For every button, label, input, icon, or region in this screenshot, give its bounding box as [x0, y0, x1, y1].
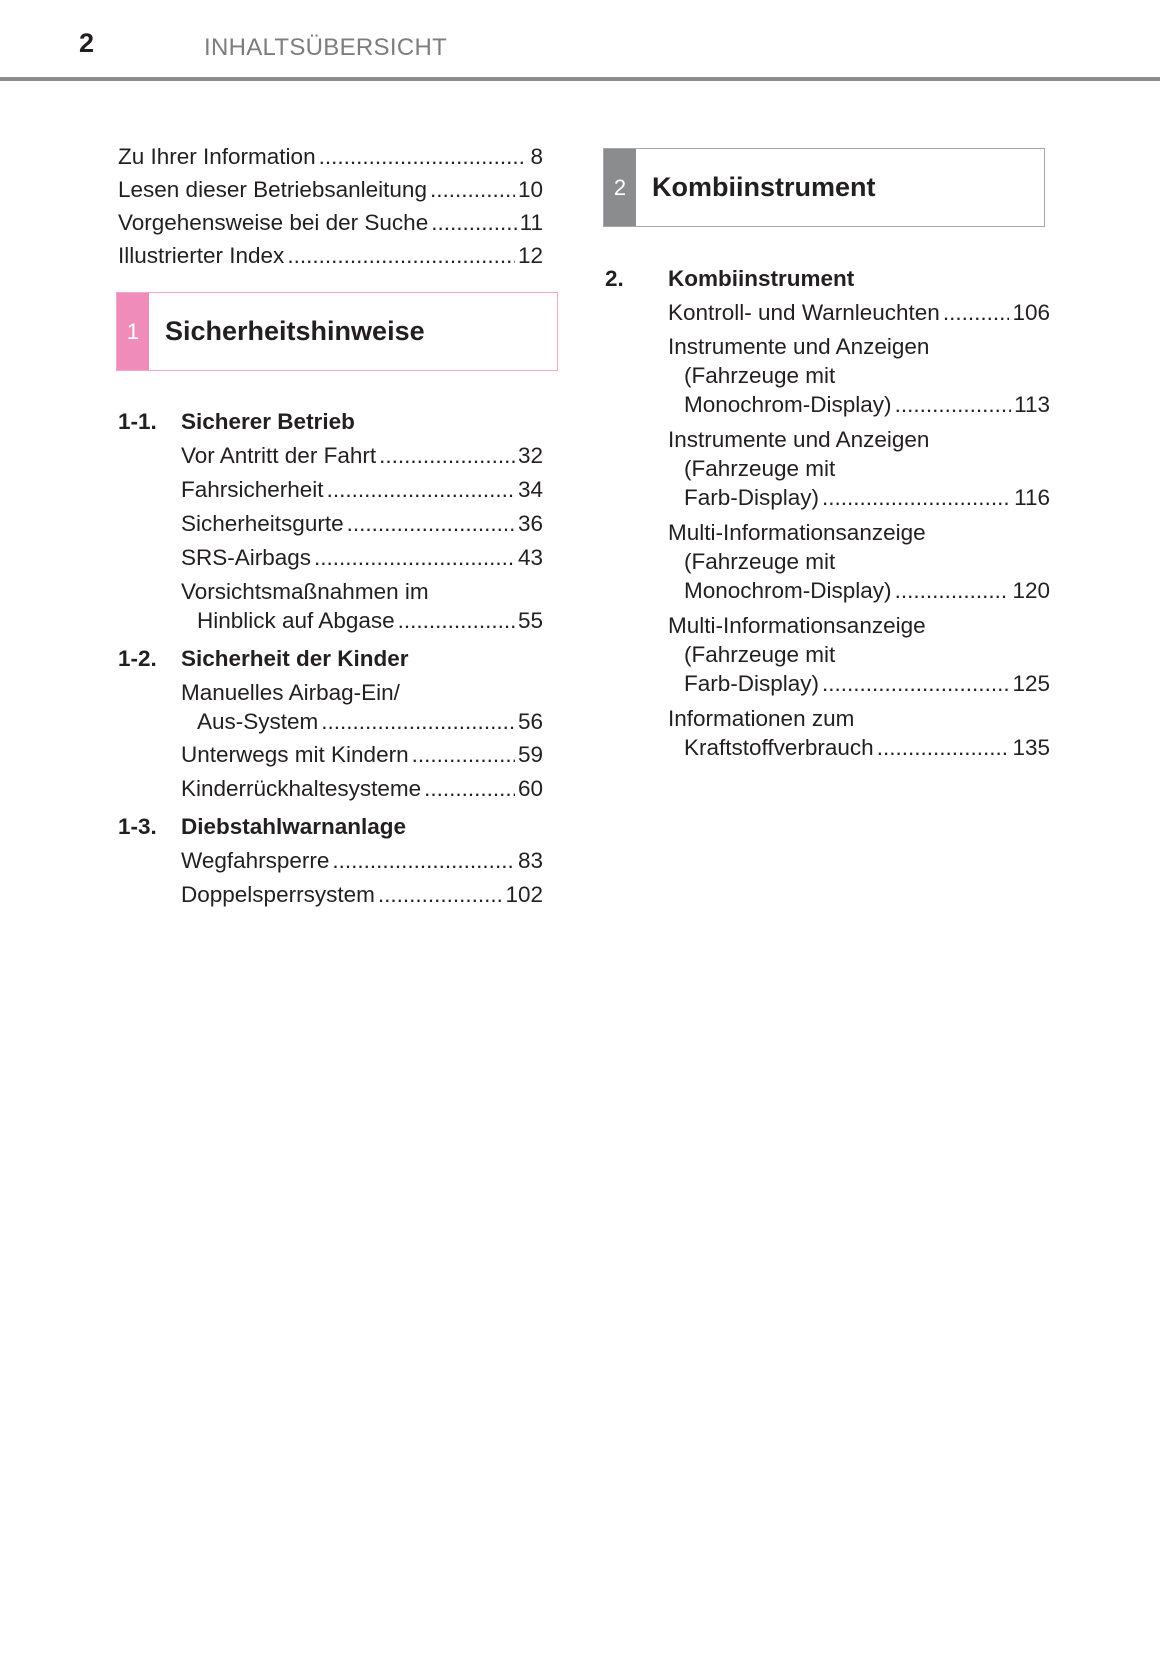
dot-leader [398, 606, 515, 635]
dot-leader [327, 475, 515, 504]
toc-entry-line1: Vorsichtsmaßnahmen im [181, 579, 429, 604]
toc-entry-page: 11 [519, 210, 543, 235]
dot-leader [431, 208, 516, 237]
chapter-title: Sicherer Betrieb [181, 409, 355, 434]
page-header [0, 0, 1166, 82]
toc-entry-label: Wegfahrsperre [181, 848, 330, 873]
toc-entry-page: 55 [517, 608, 543, 633]
section-tab: 2 [604, 149, 636, 226]
toc-entry-line1: Instrumente und Anzeigen [668, 427, 930, 452]
toc-entry-label: Farb-Display) [684, 671, 820, 696]
toc-entry[interactable] [605, 704, 1050, 762]
toc-entry-page: 102 [505, 882, 543, 907]
toc-entry-label: Kraftstoffverbrauch [684, 735, 874, 760]
toc-entry-label: Monochrom-Display) [684, 392, 892, 417]
toc-entry-line1: Multi-Informationsanzeige [668, 613, 926, 638]
toc-entry[interactable] [605, 611, 1050, 698]
toc-entry-line1: Instrumente und Anzeigen [668, 334, 930, 359]
toc-entry-line1: Multi-Informationsanzeige [668, 520, 926, 545]
chapter-heading[interactable] [118, 407, 355, 436]
toc-entry[interactable] [118, 846, 543, 875]
dot-leader [319, 142, 528, 171]
toc-entry-page: 135 [1012, 735, 1050, 760]
dot-leader [378, 880, 503, 909]
dot-leader [379, 441, 515, 470]
toc-entry[interactable] [605, 518, 1050, 605]
dot-leader [943, 298, 1010, 327]
toc-entry[interactable] [118, 475, 543, 504]
toc-entry-label: Hinblick auf Abgase [197, 608, 395, 633]
toc-entry-page: 116 [1014, 485, 1050, 510]
toc-entry-label: Farb-Display) [684, 485, 820, 510]
toc-entry-line2: (Fahrzeuge mit [684, 642, 836, 667]
dot-leader [822, 483, 1011, 512]
running-title: INHALTSÜBERSICHT [204, 34, 448, 61]
toc-entry-page: 32 [517, 443, 543, 468]
toc-entry-label: Zu Ihrer Information [118, 144, 316, 169]
section-header-sicherheitshinweise[interactable] [116, 292, 558, 371]
section-title: Sicherheitshinweise [165, 316, 425, 346]
toc-entry-line1: Manuelles Airbag-Ein/ [181, 680, 400, 705]
chapter-number: 1-2. [118, 646, 157, 671]
toc-entry-page: 60 [517, 776, 543, 801]
toc-entry-page: 12 [517, 243, 543, 268]
toc-entry-line2: (Fahrzeuge mit [684, 456, 836, 481]
dot-leader [895, 390, 1012, 419]
toc-entry-label: Monochrom-Display) [684, 578, 892, 603]
dot-leader [347, 509, 515, 538]
section-tab: 1 [117, 293, 149, 370]
toc-entry-page: 125 [1012, 671, 1050, 696]
toc-entry-label: Vorgehensweise bei der Suche [118, 210, 429, 235]
dot-leader [314, 543, 515, 572]
toc-entry[interactable] [118, 740, 543, 769]
dot-leader [412, 740, 515, 769]
toc-entry-page: 56 [517, 709, 543, 734]
toc-entry[interactable] [605, 332, 1050, 419]
toc-entry-label: Illustrierter Index [118, 243, 285, 268]
dot-leader [332, 846, 515, 875]
toc-entry-label: Fahrsicherheit [181, 477, 324, 502]
toc-entry[interactable] [118, 880, 543, 909]
toc-entry-page: 59 [517, 742, 543, 767]
dot-leader [424, 774, 515, 803]
toc-entry[interactable] [118, 441, 543, 470]
toc-entry-page: 106 [1012, 300, 1050, 325]
toc-entry[interactable] [118, 543, 543, 572]
toc-entry[interactable] [118, 678, 543, 736]
chapter-title: Diebstahlwarnanlage [181, 814, 407, 839]
toc-entry-label: Unterwegs mit Kindern [181, 742, 409, 767]
toc-entry-line2: (Fahrzeuge mit [684, 549, 836, 574]
chapter-number: 1-3. [118, 814, 157, 839]
toc-entry-page: 83 [517, 848, 543, 873]
chapter-title: Sicherheit der Kinder [181, 646, 409, 671]
toc-entry[interactable] [605, 425, 1050, 512]
dot-leader [287, 241, 515, 270]
toc-entry[interactable] [118, 208, 543, 237]
toc-entry[interactable] [605, 298, 1050, 327]
toc-entry-page: 120 [1012, 578, 1050, 603]
toc-entry-line2: (Fahrzeuge mit [684, 363, 836, 388]
toc-entry-page: 8 [530, 144, 543, 169]
toc-entry[interactable] [118, 175, 543, 204]
toc-entry[interactable] [118, 577, 543, 635]
toc-entry[interactable] [118, 509, 543, 538]
chapter-title: Kombiinstrument [668, 266, 855, 291]
section-title: Kombiinstrument [652, 172, 876, 202]
dot-leader [822, 669, 1009, 698]
dot-leader [321, 707, 515, 736]
toc-entry-page: 43 [517, 545, 543, 570]
toc-entry-page: 34 [517, 477, 543, 502]
chapter-number: 2. [605, 266, 624, 291]
toc-entry[interactable] [118, 774, 543, 803]
toc-entry[interactable] [118, 241, 543, 270]
dot-leader [430, 175, 515, 204]
toc-entry-page: 36 [517, 511, 543, 536]
dot-leader [877, 733, 1010, 762]
toc-entry-page: 10 [517, 177, 543, 202]
toc-entry-label: SRS-Airbags [181, 545, 312, 570]
toc-entry-label: Kontroll- und Warnleuchten [668, 300, 940, 325]
chapter-number: 1-1. [118, 409, 157, 434]
toc-entry-label: Lesen dieser Betriebsanleitung [118, 177, 427, 202]
toc-entry-label: Kinderrückhaltesysteme [181, 776, 422, 801]
chapter-heading[interactable] [118, 644, 409, 673]
toc-entry-label: Vor Antritt der Fahrt [181, 443, 377, 468]
header-rule [0, 77, 1160, 81]
toc-entry-page: 113 [1014, 392, 1050, 417]
chapter-heading[interactable] [118, 812, 406, 841]
page-number: 2 [79, 28, 95, 58]
toc-entry-label: Doppelsperrsystem [181, 882, 375, 907]
dot-leader [895, 576, 1010, 605]
chapter-heading[interactable] [605, 264, 854, 293]
section-header-kombiinstrument[interactable] [603, 148, 1045, 227]
toc-entry-line1: Informationen zum [668, 706, 855, 731]
toc-entry-label: Sicherheitsgurte [181, 511, 344, 536]
toc-entry[interactable] [118, 142, 543, 171]
toc-entry-label: Aus-System [197, 709, 319, 734]
